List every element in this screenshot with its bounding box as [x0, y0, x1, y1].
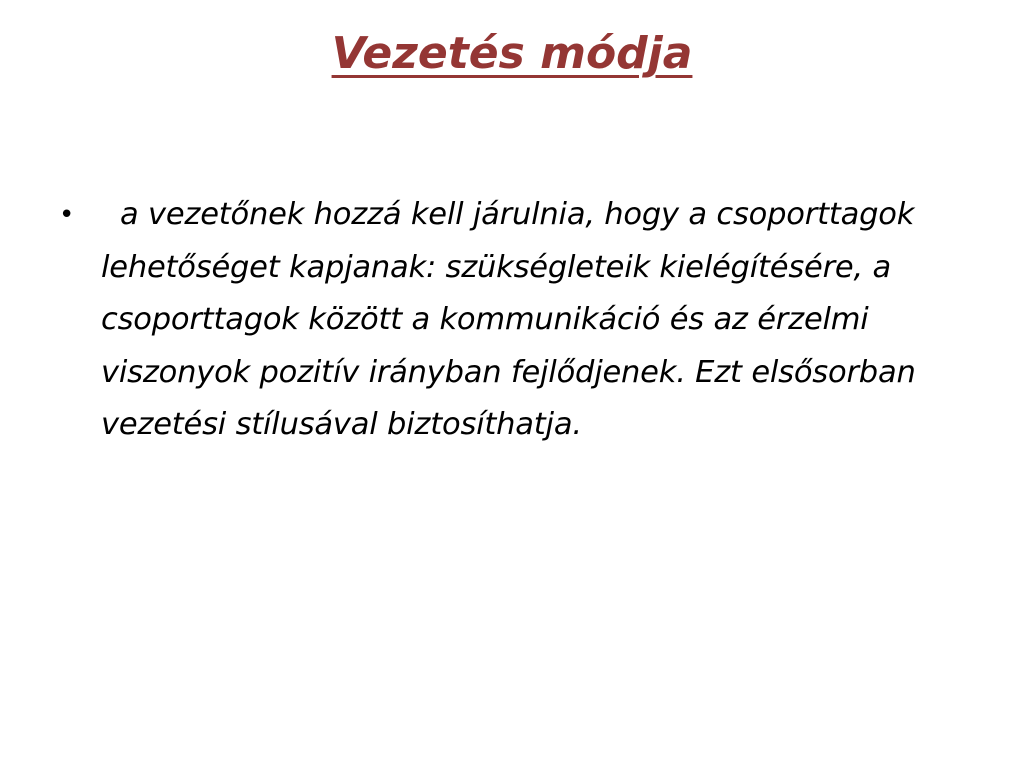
bullet-item: [56, 189, 976, 452]
bullet-text: a vezetőnek hozzá kell járulnia, hogy a csoporttagok lehetőséget kapjanak: szükségleteik kielégítésére, a csoporttagok között a kommunikáció és az érzelmi viszonyok pozitív irányban fejlődjenek. Ezt elsősorban vezetési stílusával biztosíthatja.: [101, 197, 916, 442]
bullet-icon: •: [59, 200, 75, 230]
bullet-text-wrapper: [101, 197, 916, 442]
slide-title: Vezetés módja: [331, 28, 693, 79]
bullet-list: [56, 189, 976, 452]
